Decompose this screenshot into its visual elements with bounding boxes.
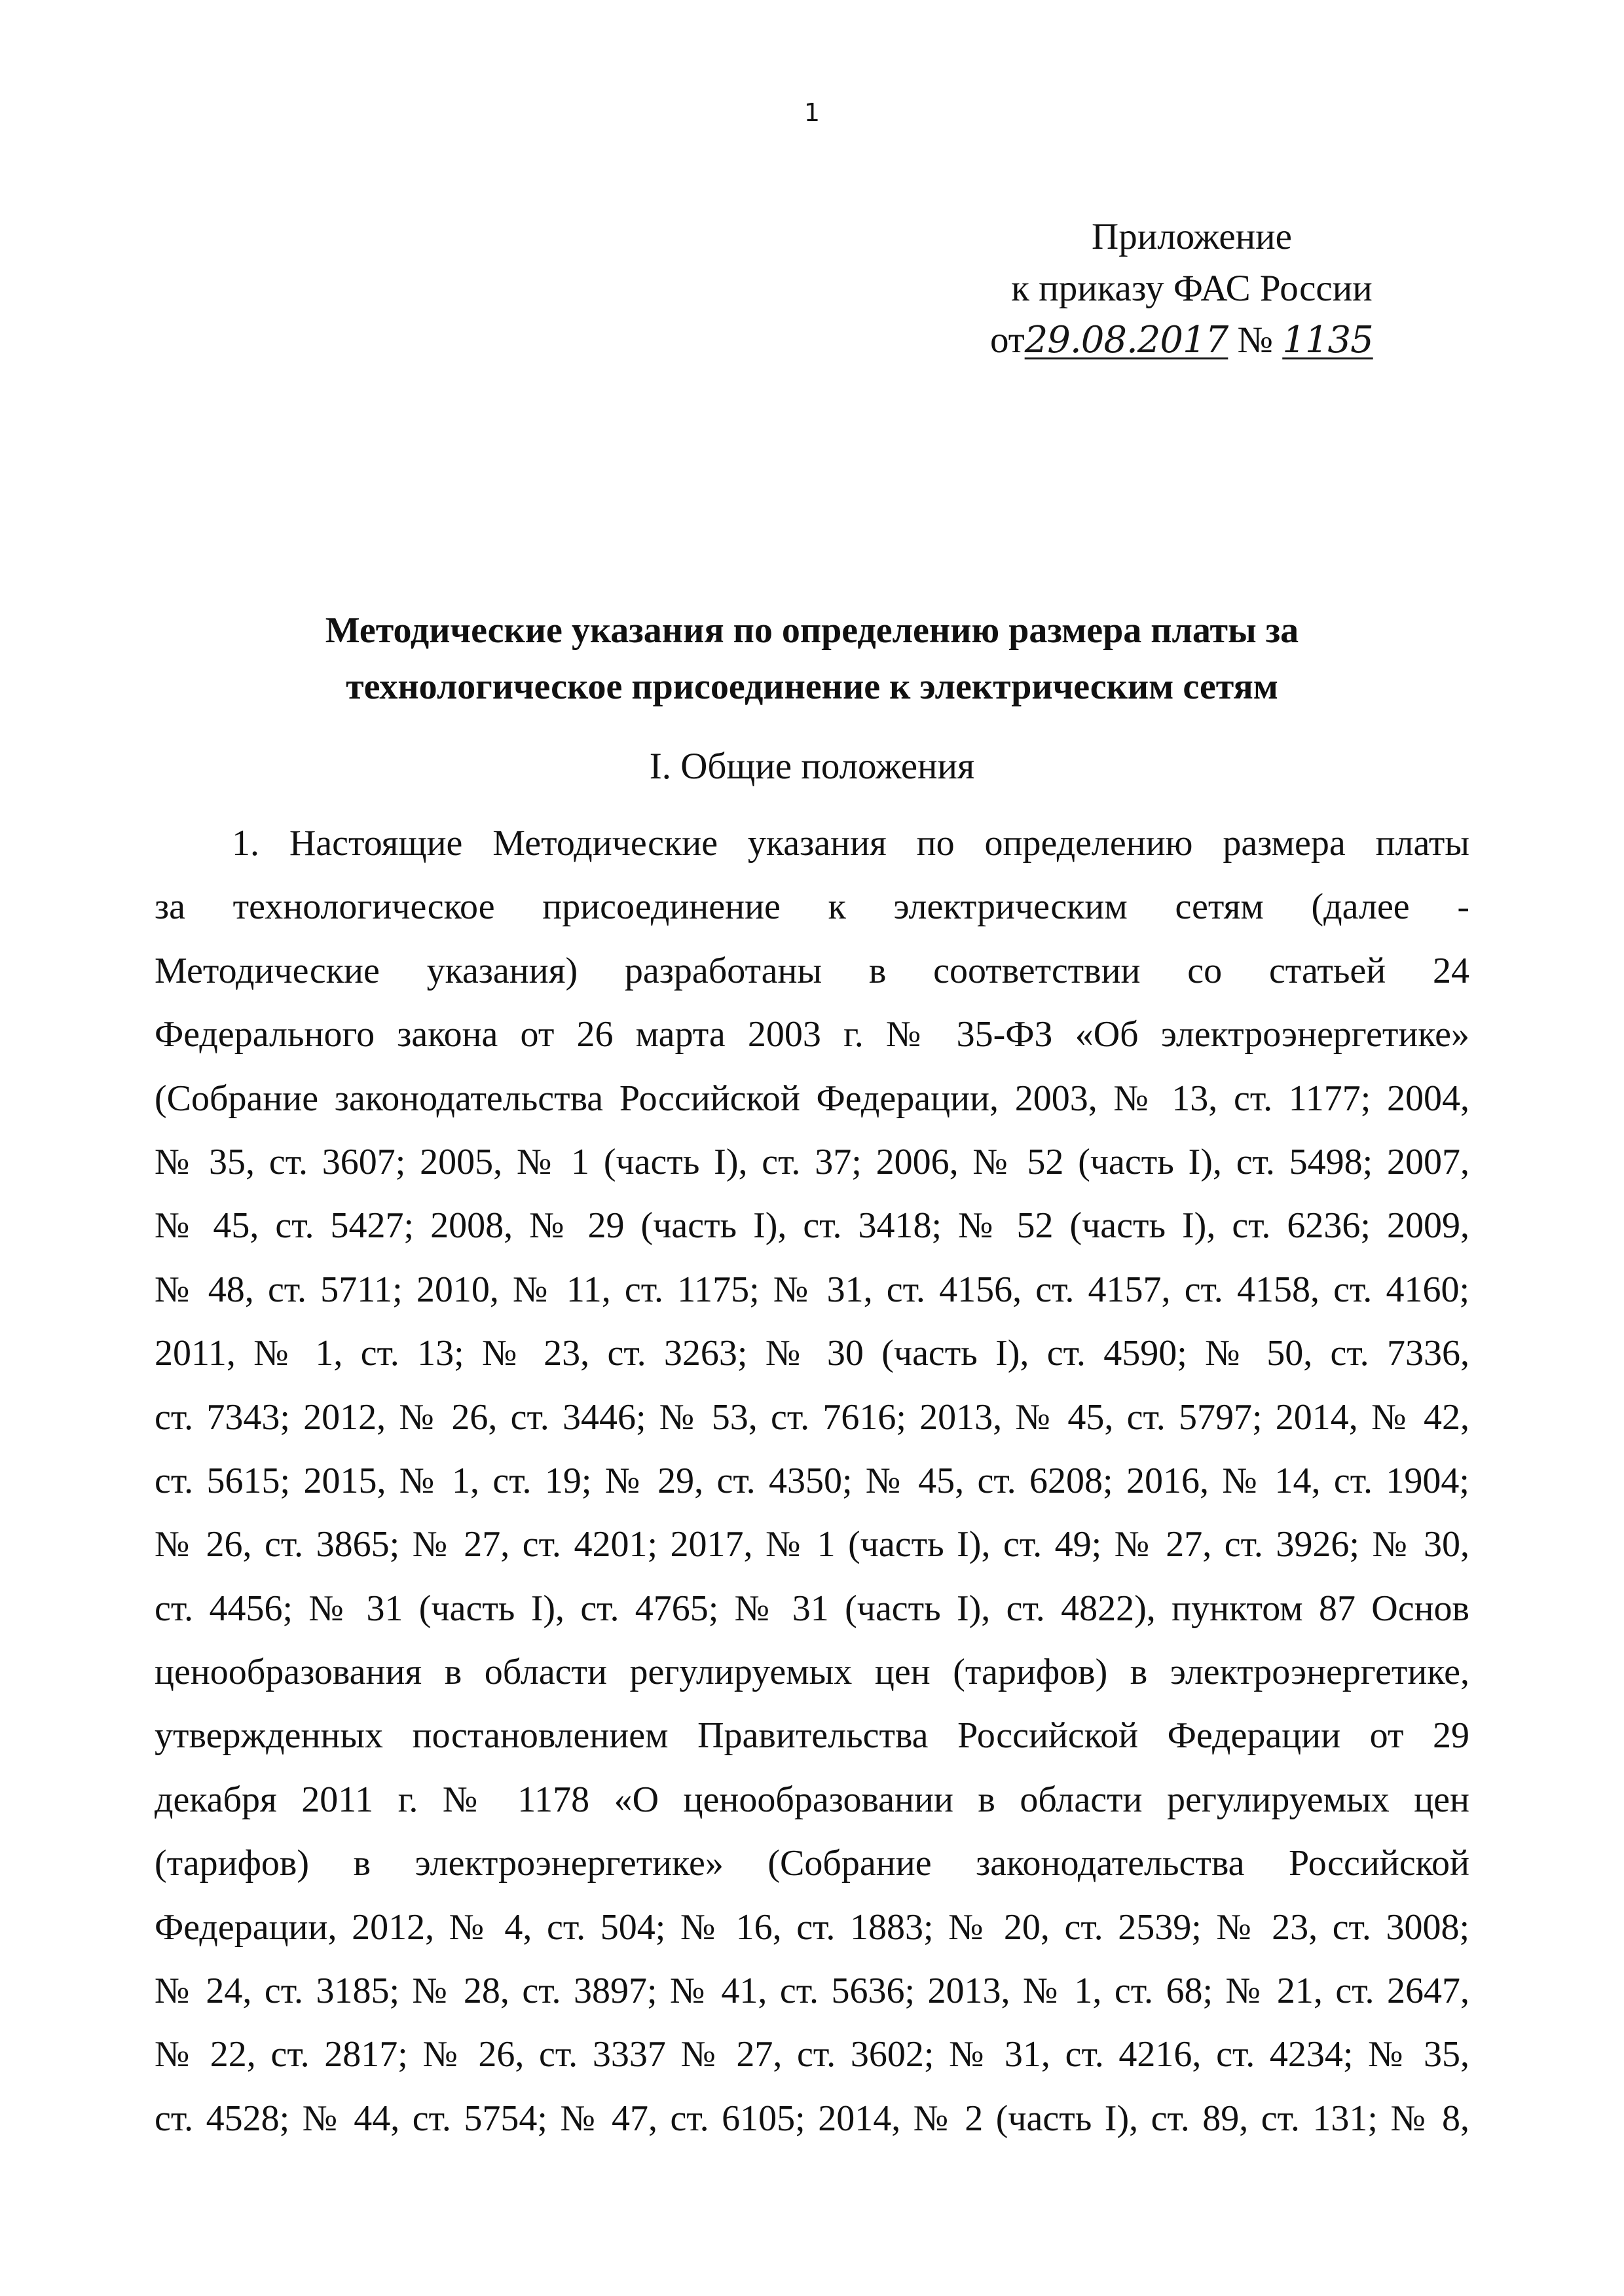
paragraph-line: 2011, № 1, ст. 13; № 23, ст. 3263; № 30 (часть I), ст. 4590; № 50, ст. 7336, (155, 1333, 1469, 1374)
paragraph-line: ст. 4528; № 44, ст. 5754; № 47, ст. 6105; 2014, № 2 (часть I), ст. 89, ст. 131; № 8, (155, 2098, 1469, 2139)
paragraph-line: № 35, ст. 3607; 2005, № 1 (часть I), ст. 37; 2006, № 52 (часть I), ст. 5498; 2007, (155, 1141, 1469, 1182)
order-number: 1135 (1282, 319, 1373, 361)
paragraph-line: 1. Настоящие Методические указания по определению размера платы (232, 823, 1469, 864)
paragraph-line: № 22, ст. 2817; № 26, ст. 3337 № 27, ст. 3602; № 31, ст. 4216, ст. 4234; № 35, (155, 2034, 1469, 2075)
order-prefix: от (990, 319, 1025, 361)
appendix-block (943, 211, 1441, 366)
paragraph-line: ценообразования в области регулируемых цен (тарифов) в электроэнергетике, (155, 1652, 1469, 1693)
title-line-1: Методические указания по определению размера платы за (325, 610, 1299, 651)
paragraph-line: ст. 7343; 2012, № 26, ст. 3446; № 53, ст. 7616; 2013, № 45, ст. 5797; 2014, № 42, (155, 1396, 1469, 1438)
appendix-order-details (943, 314, 1441, 366)
paragraph-line: ст. 5615; 2015, № 1, ст. 19; № 29, ст. 4350; № 45, ст. 6208; 2016, № 14, ст. 1904; (155, 1460, 1469, 1501)
paragraph-1 (155, 812, 1469, 2151)
appendix-order-reference: к приказу ФАС России (1011, 268, 1373, 309)
order-number-label: № (1237, 319, 1273, 361)
appendix-label: Приложение (1092, 216, 1292, 257)
paragraph-line: № 26, ст. 3865; № 27, ст. 4201; 2017, № 1 (часть I), ст. 49; № 27, ст. 3926; № 30, (155, 1524, 1469, 1565)
paragraph-line: (тарифов) в электроэнергетике» (Собрание законодательства Российской (155, 1843, 1469, 1884)
paragraph-line: за технологическое присоединение к электрическим сетям (далее - (155, 886, 1469, 928)
paragraph-line: ст. 4456; № 31 (часть I), ст. 4765; № 31 (часть I), ст. 4822), пунктом 87 Основ (155, 1588, 1469, 1629)
order-date: 29.08.2017 (1024, 319, 1228, 361)
section-heading: I. Общие положения (649, 746, 975, 787)
paragraph-line: № 45, ст. 5427; 2008, № 29 (часть I), ст. 3418; № 52 (часть I), ст. 6236; 2009, (155, 1205, 1469, 1247)
paragraph-line: № 48, ст. 5711; 2010, № 11, ст. 1175; № 31, ст. 4156, ст. 4157, ст. 4158, ст. 4160; (155, 1269, 1469, 1310)
paragraph-line: утвержденных постановлением Правительства Российской Федерации от 29 (155, 1715, 1469, 1757)
document-title (157, 602, 1467, 715)
paragraph-line: декабря 2011 г. № 1178 «О ценообразовании в области регулируемых цен (155, 1779, 1469, 1820)
paragraph-line: (Собрание законодательства Российской Федерации, 2003, № 13, ст. 1177; 2004, (155, 1078, 1469, 1119)
title-line-2: технологическое присоединение к электрическим сетям (346, 666, 1278, 707)
paragraph-line: Методические указания) разработаны в соответствии со статьей 24 (155, 950, 1469, 991)
paragraph-line: № 24, ст. 3185; № 28, ст. 3897; № 41, ст. 5636; 2013, № 1, ст. 68; № 21, ст. 2647, (155, 1971, 1469, 2012)
page-number: 1 (803, 98, 821, 127)
paragraph-line: Федерации, 2012, № 4, ст. 504; № 16, ст. 1883; № 20, ст. 2539; № 23, ст. 3008; (155, 1906, 1469, 1948)
paragraph-line: Федерального закона от 26 марта 2003 г. № 35-ФЗ «Об электроэнергетике» (155, 1014, 1469, 1055)
